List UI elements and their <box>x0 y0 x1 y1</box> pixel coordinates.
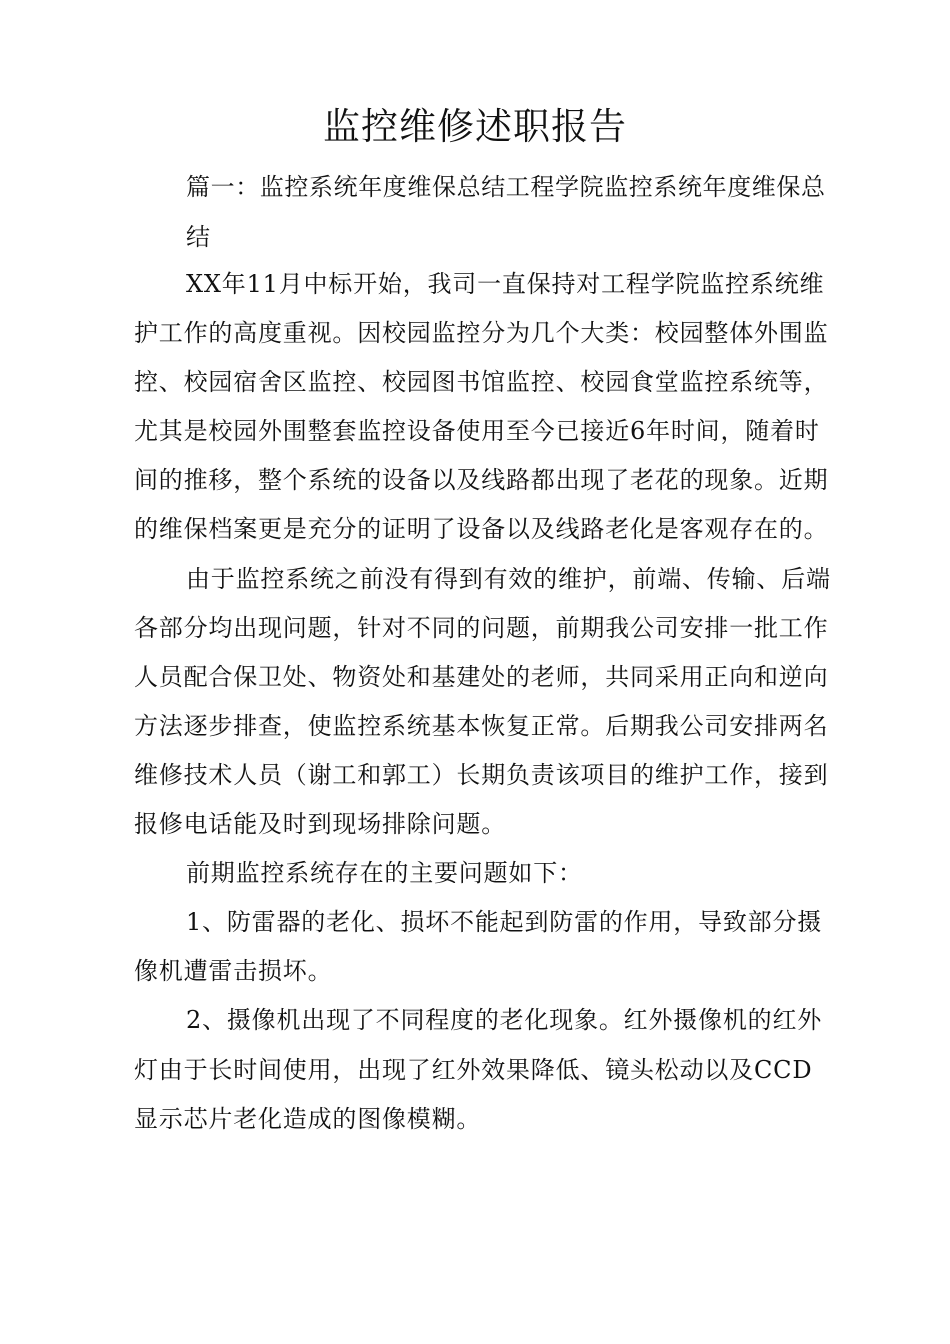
paragraph-intro: XX年11月中标开始，我司一直保持对工程学院监控系统维护工作的高度重视。因校园监控分为几个大类：校园整体外围监控、校园宿舍区监控、校园图书馆监控、校园食堂监控系统等，尤其是校园外围整套监控设备使用至今已接近6年时间，随着时间的推移，整个系统的设备以及线路都出现了老花的现象。近期的维保档案更是充分的证明了设备以及线路老化是客观存在的。 <box>134 270 829 544</box>
paragraph-issue-1: 1、防雷器的老化、损坏不能起到防雷的作用，导致部分摄像机遭雷击损坏。 <box>134 908 823 986</box>
paragraph-maintenance: 由于监控系统之前没有得到有效的维护，前端、传输、后端各部分均出现问题，针对不同的问题，前期我公司安排一批工作人员配合保卫处、物资处和基建处的老师，共同采用正向和逆向方法逐步排查，使监控系统基本恢复正常。后期我公司安排两名维修技术人员（谢工和郭工）长期负责该项目的维护工作，接到报修电话能及时到现场排除问题。 <box>134 564 831 839</box>
paragraph-issue-2: 2、摄像机出现了不同程度的老化现象。红外摄像机的红外灯由于长时间使用，出现了红外效果降低、镜头松动以及CCD显示芯片老化造成的图像模糊。 <box>134 1006 823 1133</box>
paragraph-issues-heading: 前期监控系统存在的主要问题如下： <box>186 859 583 888</box>
document-title: 监控维修述职报告 <box>323 105 627 148</box>
document-body <box>134 260 834 1144</box>
document-subtitle: 篇一：监控系统年度维保总结工程学院监控系统年度维保总结 <box>186 173 826 251</box>
